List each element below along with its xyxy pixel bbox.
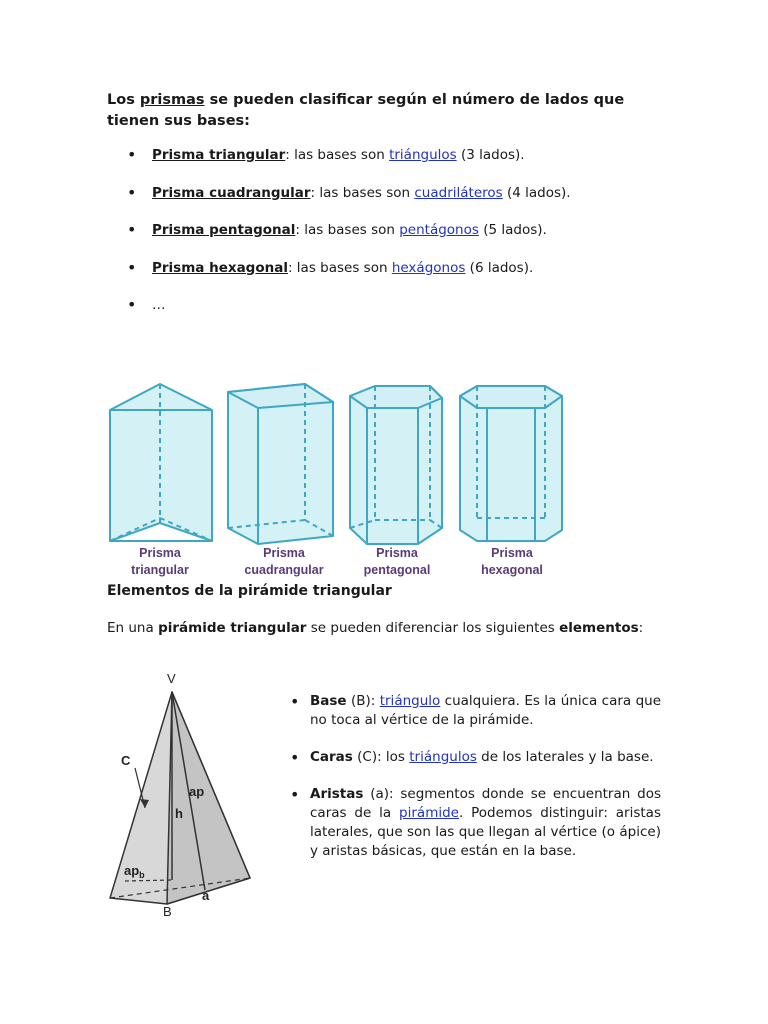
list-item-ellipsis bbox=[107, 295, 667, 333]
intro-text: En una bbox=[107, 620, 159, 636]
ellipsis-text: … bbox=[152, 297, 166, 313]
pentagonal-prism-shape bbox=[350, 386, 442, 544]
caption-line: Prisma bbox=[263, 546, 305, 560]
prisms-illustration bbox=[105, 378, 575, 583]
list-item bbox=[107, 145, 667, 183]
pyramid-illustration bbox=[105, 668, 265, 923]
caption-line: hexagonal bbox=[481, 563, 543, 577]
term-caras: Caras bbox=[310, 749, 353, 765]
caption-line: triangular bbox=[131, 563, 189, 577]
item-text: (C): los bbox=[352, 749, 410, 765]
bold-piramide-triangular: pirámide triangular bbox=[158, 620, 307, 636]
item-text: cualquiera. Es la única cara que no toca al vértice de la pirámide. bbox=[310, 693, 661, 728]
item-text: . Podemos distinguir: aristas laterales, que son las que llegan al vértice (o ápice) y aristas básicas, que están en la base. bbox=[310, 805, 661, 859]
hexagonal-prism-shape bbox=[460, 386, 562, 541]
caption-line: cuadrangular bbox=[244, 563, 324, 577]
term-prisma-cuadrangular: Prisma cuadrangular bbox=[152, 184, 311, 201]
quadrangular-prism-shape bbox=[228, 384, 333, 544]
caption-line: Prisma bbox=[139, 546, 181, 560]
pyramid-elements-list bbox=[288, 692, 661, 879]
label-apb-sub: b bbox=[139, 870, 145, 880]
link-triangulos-caras[interactable]: triángulos bbox=[409, 749, 477, 765]
caption-line: Prisma bbox=[491, 546, 533, 560]
triangular-prism-shape bbox=[110, 384, 212, 541]
intro-paragraph bbox=[107, 90, 677, 132]
item-text: (6 lados). bbox=[465, 259, 534, 276]
label-c: C bbox=[121, 753, 131, 768]
section-intro bbox=[107, 620, 643, 636]
item-text: : las bases son bbox=[287, 259, 392, 276]
section-heading: Elementos de la pirámide triangular bbox=[107, 583, 392, 599]
list-item bbox=[107, 258, 667, 296]
label-apb-main: ap bbox=[124, 863, 140, 878]
intro-before: Los bbox=[107, 92, 140, 108]
item-text: (B): bbox=[346, 693, 380, 709]
list-item bbox=[288, 748, 661, 767]
list-item bbox=[107, 220, 667, 258]
label-b: B bbox=[163, 904, 172, 919]
item-text: de los laterales y la base. bbox=[476, 749, 654, 765]
label-h: h bbox=[175, 806, 183, 821]
caption-prisma-triangular bbox=[105, 545, 215, 579]
caption-line: pentagonal bbox=[363, 563, 431, 577]
link-triangulos[interactable]: triángulos bbox=[389, 147, 457, 163]
term-prisma-pentagonal: Prisma pentagonal bbox=[152, 222, 296, 238]
item-text: (a): segmentos donde se encuentran dos caras de la bbox=[310, 786, 661, 821]
caption-prisma-pentagonal bbox=[342, 545, 452, 579]
caption-prisma-hexagonal bbox=[457, 545, 567, 579]
list-item bbox=[288, 785, 661, 861]
pyramid-drawing bbox=[105, 668, 265, 923]
list-item bbox=[288, 692, 661, 730]
prisms-drawing bbox=[105, 378, 575, 548]
caption-prisma-cuadrangular bbox=[229, 545, 339, 579]
label-v: V bbox=[167, 671, 176, 686]
link-piramide[interactable]: pirámide bbox=[399, 805, 459, 821]
item-text: : las bases son bbox=[285, 147, 390, 163]
item-text: (4 lados). bbox=[502, 184, 571, 201]
caption-line: Prisma bbox=[376, 546, 418, 560]
item-text: : las bases son bbox=[295, 222, 400, 238]
intro-text: : bbox=[638, 620, 644, 636]
label-ap: ap bbox=[189, 784, 205, 799]
prism-type-list bbox=[107, 145, 667, 333]
list-item bbox=[107, 183, 667, 221]
prismas-link[interactable]: prismas bbox=[139, 92, 205, 108]
item-text: (5 lados). bbox=[478, 222, 547, 238]
bold-elementos: elementos bbox=[559, 620, 639, 636]
term-aristas: Aristas bbox=[310, 786, 364, 802]
link-hexagonos[interactable]: hexágonos bbox=[391, 259, 466, 276]
term-base: Base bbox=[310, 693, 347, 709]
item-text: (3 lados). bbox=[456, 147, 525, 163]
link-triangulo[interactable]: triángulo bbox=[379, 693, 441, 709]
link-pentagonos[interactable]: pentágonos bbox=[399, 222, 479, 238]
label-a: a bbox=[202, 888, 210, 903]
term-prisma-triangular: Prisma triangular bbox=[152, 147, 286, 163]
term-prisma-hexagonal: Prisma hexagonal bbox=[152, 259, 288, 276]
intro-after: se pueden clasificar según el número de lados que tienen sus bases: bbox=[107, 92, 625, 129]
intro-text: se pueden diferenciar los siguientes bbox=[306, 620, 560, 636]
link-cuadrilateros[interactable]: cuadriláteros bbox=[414, 184, 503, 201]
item-text: : las bases son bbox=[310, 184, 415, 201]
